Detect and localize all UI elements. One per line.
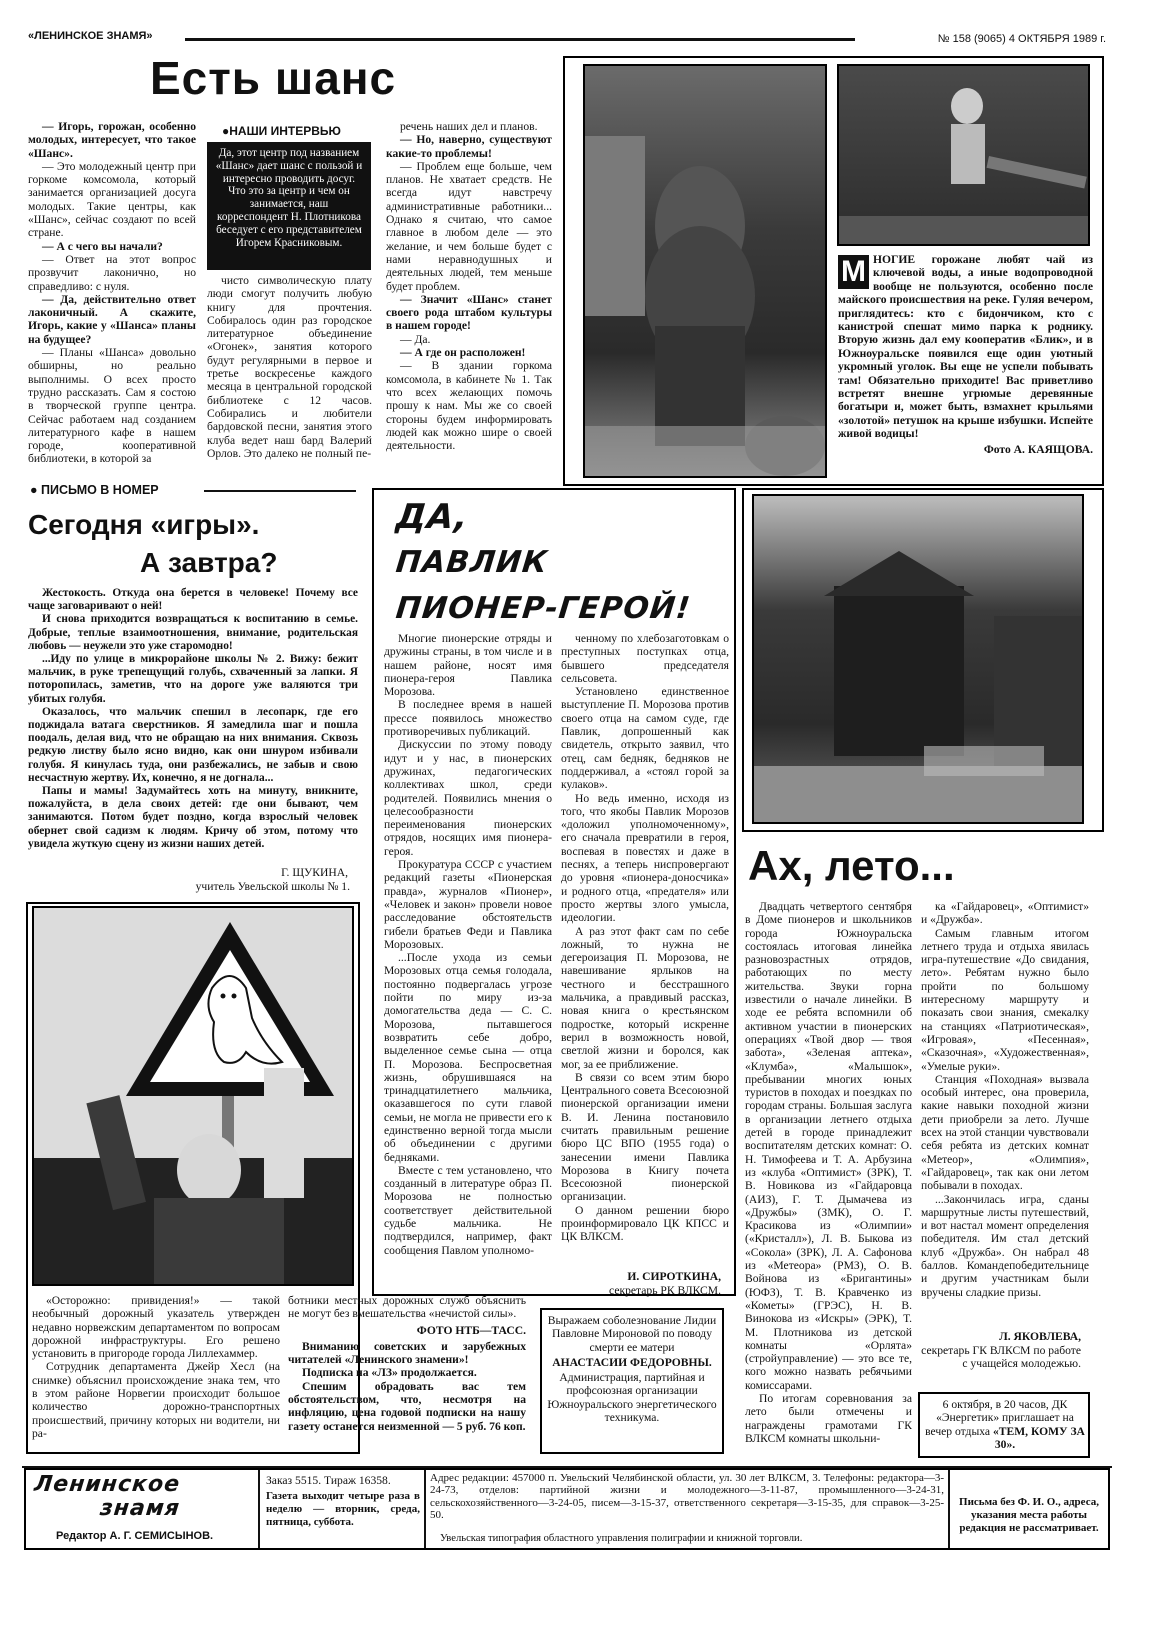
sign-caption-column-1 — [32, 1294, 280, 1444]
sign-caption-column-2 — [288, 1294, 526, 1444]
summer-paragraph: Самым главным итогом летнего труда и отдыха явилась игра-путешествие «До свидания, лето». Ребятам нужно было пройти по большому интересному маршруту и показать свои знания, смекалку на станциях «Патриотическая», «Игровая», «Песенная», «Сказочная», «Художественная», «Умелые руки». — [921, 926, 1089, 1073]
child-playground-photo — [837, 64, 1090, 246]
morozov-paragraph: Многие пионерские отряды и дружины страны, в том числе и в нашем районе, носят имя пионера-героя Павлика Морозова. — [384, 632, 552, 699]
interview-paragraph: — Проблем еще больше, чем планов. Не хватает средств. Не всегда идут навстречу административные работники... Однако я считаю, что самое главное в любом деле — это желание, и чем больше будет с нами неравнодушных и деятельных людей, тем меньше будет проблем. — [386, 159, 552, 293]
morozov-paragraph: Установлено единственное выступление П. Морозова против своего отца на самом суде, где Павлик, допрошенный как свидетель, открыто заявил, что отец, сам бедняк, бедняков не поддерживал, а «стоял горой за кулаков». — [561, 685, 729, 792]
footer-divider-1 — [258, 1470, 260, 1548]
interview-paragraph: — В здании горкома комсомола, в кабинете № 1. Так что всех желающих помочь прошу к нам. Мы же со своей стороны будем информировать людей как можно шире о своей деятельности. — [386, 359, 552, 453]
morozov-paragraph: В последнее время в нашей прессе появилось множество противоречивых публикаций. — [384, 698, 552, 739]
interview-lead — [207, 142, 371, 270]
summer-column-2 — [921, 900, 1089, 1325]
interview-paragraph: чисто символическую плату люди смогут получить любую книгу для прочтения. Собиралось один раз городское литературное объединение «Огонек», занятия которого будут регулярными в первое и третье воскресенье каждого месяца в центральной городской библиотеке с 12 часов. Собирались и любители бардовской песни, занятия этого клуба ведет наш бард Валерий Орлов. Это далеко не полный пе- — [207, 274, 372, 460]
sign-photo-credit: ФОТО НТБ—ТАСС. — [416, 1323, 526, 1337]
morozov-paragraph: О данном решении бюро проинформировало ЦК КПСС и ЦК ВЛКСМ. — [561, 1203, 729, 1244]
morozov-paragraph: Вместе с тем установлено, что созданный в литературе образ П. Морозова не полностью соответствует действительной судьбе мальчика. Не подтвердился, например, факт сообщения Павлом уполномо- — [384, 1163, 552, 1257]
condolence-text: Выражаем соболезнование Лидии Павловне Мироновой по поводу смерти ее матери — [547, 1314, 717, 1354]
masthead-paper-name: «ЛЕНИНСКОЕ ЗНАМЯ» — [28, 30, 153, 42]
morozov-paragraph: В связи со всем этим бюро Центрального совета Всесоюзной пионерской организации имени В. И. Ленина постановило считать правильным решение бюро ЦС ВПО (1955 года) о занесении имени Павлика Морозова в Книгу почета Всесоюзной пионерской организации. — [561, 1070, 729, 1204]
morozov-paragraph: Но ведь именно, исходя из того, что якобы Павлик Морозов «доложил уполномоченному», его сначала превратили в героя, воспевая в повестях и даже в песнях, а теперь ниспровергают до уровня «пионера-доносчика» и родного отца, «предателя» или просто жертвы злого умысла, идеологии. — [561, 791, 729, 925]
letter-paragraph: Жестокость. Откуда она берется в человеке! Почему все чаще заговаривают о ней! — [28, 587, 358, 613]
interview-paragraph: — Но, наверно, существуют какие-то проблемы! — [386, 133, 552, 160]
park-spring-photo — [752, 494, 1084, 824]
condolence-signers: Администрация, партийная и профсоюзная организации Южноуральского энергетического техникума. — [547, 1371, 717, 1425]
interview-title: Есть шанс — [150, 52, 397, 104]
interview-paragraph: речень наших дел и планов. — [400, 120, 538, 133]
footer-letters-note: Письма без Ф. И. О., адреса, указания места работы редакция не рассматривает. — [959, 1496, 1099, 1534]
park-illustration — [754, 496, 1084, 824]
subscription-text: Спешим обрадовать вас тем обстоятельством, что, несмотря на инфляцию, цена годовой подписки на нашу газету останется неизменной — 5 руб. 76 коп. — [288, 1379, 526, 1433]
letter-body — [28, 587, 358, 867]
sign-caption: «Осторожно: привидения!» — такой необычный дорожный указатель утвержден недавно норвежским департаментом по вопросам дорожной инфраструктуры. Его решено установить в пригороде города Лиллехаммер. — [32, 1294, 280, 1361]
letter-signature: Г. ЩУКИНА, — [281, 866, 348, 879]
subscription-line: Подписка на «ЛЗ» продолжается. — [302, 1366, 477, 1380]
interview-rubric: ●НАШИ ИНТЕРВЬЮ — [222, 124, 341, 138]
morozov-column-2 — [561, 632, 729, 1260]
interview-column-2 — [207, 274, 372, 474]
wooden-statue-photo — [583, 64, 827, 478]
morozov-paragraph: ченному по хлебозаготовкам о преступных поступках отца, бывшего председателя сельсовета. — [561, 632, 729, 685]
wooden-statue-illustration — [585, 66, 827, 478]
letter-title-line-1: Сегодня «игры». — [28, 509, 260, 540]
letter-title-line-2: А завтра? — [140, 547, 278, 578]
letter-paragraph: Оказалось, что мальчик спешил в лесопарк, где его поджидала ватага сверстников. Я замедлила шаг и пошла поодаль, делая вид, что не обращаю на них внимания. Сквозь редкую листву было ясно видно, как они шнуром избивали голубя. Я кинулась туда, они разбежались, не забыв и свою несчастную жертву. Их, конечно, я не догнала... — [28, 705, 358, 784]
masthead-rule — [185, 38, 855, 41]
interview-paragraph: — Игорь, горожан, особенно молодых, интересует, что такое «Шанс». — [28, 120, 196, 160]
caption-dropcap: М — [838, 255, 869, 289]
morozov-paragraph: Прокуратура СССР с участием редакций газеты «Пионерская правда», журналов «Пионер», «Человек и закон» провели новое расследование обстоятельств гибели братьев Феди и Павлика Морозовых. — [384, 858, 552, 951]
letter-rubric-rule — [204, 490, 356, 492]
summer-paragraph: ...Закончилась игра, сданы маршрутные листы путешествий, и вот настал момент определения победителя. Им стал детский клуб «Дружба». Он набрал 48 баллов. Командепобедительнице и другим участникам были вручены сладкие призы. — [921, 1192, 1089, 1299]
footer-divider-2 — [424, 1470, 426, 1548]
interview-paragraph: — Значит «Шанс» станет своего рода штабом культуры в нашем городе! — [386, 292, 552, 333]
interview-lead-text: Да, этот центр под названием «Шанс» дает шанс с пользой и интересно проводить досуг. Что это за центр и чем он занимается, наш корреспондент Н. Плотникова беседует с его представителем Игорем Красниковым. — [215, 147, 363, 249]
condolence — [546, 1314, 718, 1450]
footer-logo-line-2: знамя — [98, 1496, 182, 1521]
morozov-title-line-3: ПИОНЕР-ГЕРОЙ! — [394, 591, 693, 626]
morozov-paragraph: Дискуссии по этому поводу идут и у нас, в пионерских дружинах, педагогических коллективах школ, среди родителей. Появились мнения о целесообразности переименования пионерских отрядов, носящих имя пионера-героя. — [384, 738, 552, 858]
morozov-signature-role: секретарь РК ВЛКСМ. — [609, 1284, 721, 1297]
letter-rubric: ● ПИСЬМО В НОМЕР — [30, 483, 159, 497]
letter-paragraph: И снова приходится возвращаться к воспитанию в семье. Добрые, теплые взаимоотношения, внимание, родительская любовь — неужели это уже старомодно! — [28, 613, 358, 652]
event-notice — [924, 1398, 1086, 1456]
summer-paragraph: ка «Гайдаровец», «Оптимист» и «Дружба». — [921, 900, 1089, 927]
footer-logo-line-1: Ленинское — [32, 1472, 182, 1497]
interview-paragraph: — Да. — [400, 332, 431, 346]
photo-feature-caption — [838, 253, 1093, 467]
interview-paragraph: — А с чего вы начали? — [42, 239, 163, 253]
morozov-title-line-1: ДА, — [393, 497, 471, 537]
letter-paragraph: ...Иду по улице в микрорайоне школы № 2. Вижу: бежит мальчик, в руке трепещущий голубь, схваченный за лапки. Я поторопилась, заметив, что на дороге уже валяются три убитых голубя. — [28, 653, 358, 705]
footer-schedule: Газета выходит четыре раза в неделю — вторник, среда, пятница, суббота. — [266, 1490, 420, 1528]
summer-signature-role: секретарь ГК ВЛКСМ по работе с учащейся молодежью. — [921, 1344, 1081, 1371]
morozov-paragraph: ...После ухода из семьи Морозовых отца семья голодала, постоянно подвергалась угрозе пойти по миру из-за домогательства деда — С. С. Морозова, пытавшегося возвратить себе добро, выделенное семье сына — отца П. Морозова. Беспросветная жизнь, обрушившаяся на тринадцатилетнего мальчика, оказавшегося по сути главой семьи, не могла не привести его к единственно верной тогда мысли об объединении с другими бедняками. — [384, 951, 552, 1164]
sign-caption-3: ботники местных дорожных служб объяснить не могут без вмешательства «нечистой силы». — [288, 1294, 526, 1321]
footer-address: Адрес редакции: 457000 п. Увельский Челябинской области, ул. 30 лет ВЛКСМ, 3. Телефоны: редактора—3-24-73, отделов: партийной жизни и молодежного—3-11-87, промышленного—3-24-31, сельскохозяйственного—3-24-05, писем—3-15-37, ответственного секретаря—3-15-35, для справок—3-25-50. — [430, 1472, 944, 1522]
subscription-head: Вниманию советских и зарубежных читателей «Ленинского знамени»! — [288, 1339, 526, 1367]
interview-paragraph: — Да, действительно ответ лаконичный. А скажите, Игорь, какие у «Шанса» планы на будущее? — [28, 292, 196, 346]
morozov-column-1 — [384, 632, 552, 1292]
footer-divider-3 — [948, 1470, 950, 1548]
interview-paragraph: — Планы «Шанса» довольно обширны, но реально выполнимы. О всех просто трудно рассказать. Сам я состою в творческой группе центра. Сейчас работаем над созданием литературного кафе в нашем городе, кооперативной библиотеки, в которой за — [28, 346, 196, 466]
interview-paragraph: — Ответ на этот вопрос прозвучит лаконично, но справедливо: с нуля. — [28, 252, 196, 293]
letter-paragraph: Папы и мамы! Задумайтесь хоть на минуту, вникните, пожалуйста, в дела своих детей: где они бывают, чем занимаются. Потом будет поздно, когда взрослый человек обернет свой садизм к людям. Кричу об этом, потому что увидела жуткую сцену из жизни наших детей. — [28, 785, 358, 850]
interview-paragraph: — А где он расположен! — [400, 346, 526, 360]
caption-credit: Фото А. КАЯЩОВА. — [983, 442, 1093, 456]
summer-signature: Л. ЯКОВЛЕВА, — [999, 1330, 1081, 1343]
morozov-signature: И. СИРОТКИНА, — [627, 1270, 721, 1283]
summer-title: Ах, лето... — [748, 842, 955, 889]
condolence-name: АНАСТАСИИ ФЕДОРОВНЫ. — [552, 1355, 712, 1369]
letter-signature-role: учитель Увельской школы № 1. — [195, 880, 350, 893]
footer-editor: Редактор А. Г. СЕМИСЫНОВ. — [56, 1530, 214, 1542]
summer-paragraph: Двадцать четвертого сентября в Доме пионеров и школьников города Южноуральска состоялась итоговая линейка разновозрастных отрядов, работающих по месту жительства. Звуки горна известили о начале линейки. В ходе ее ребята вспомнили об активном участии в пионерских операциях «Твой двор — твоя забота», «Зеленая аптека», «Клумба», «Малышок», пребывании многих юных туристов в походах и поездках по городам страны. Большая заслуга в организации летнего отдыха детей в городе принадлежит воспитателям детских комнат: О. Н. Тимофеева и Т. А. Арбузина из «клуба «Оптимист» (ЗРК), Т. В. Новикова из «Гайдаровца (АИЗ), Г. Т. Дымачева из «Дружбы» (ЗМК), О. Г. Красикова из «Олимпии» («Кристалл»), Л. В. Быкова из «Сокола» (ЗРК), Л. А. Сафонова из «Метеора» (РМЗ), О. В. Войнова из «Бригантины» (ЮФЗ), Т. В. Кравченко из «Кометы» (ГРЭС), Н. В. Винокова из «Искры» (ЭРК), Т. М. Плотникова из детской комнаты «Орлята» (стройуправление) — это все те, кого можно назвать ребячьими комиссарами. — [745, 900, 912, 1392]
ghost-sign-photo — [32, 906, 354, 1286]
interview-paragraph: — Это молодежный центр при горкоме комсомола, который занимается организацией досуга молодых. Такие центры, как «Шанс», сейчас создают по всей стране. — [28, 159, 196, 240]
child-illustration — [839, 66, 1090, 246]
summer-paragraph: Станция «Походная» вызвала особый интерес, она проверила, какие навыки походной жизни дети приобрели за лето. Лучше всех на этой станции чувствовали себя ребята из детских комнат «Метеор», «Олимпия», «Гайдаровец», так как они летом побывали в походах. — [921, 1072, 1089, 1193]
ghost-sign-illustration — [34, 908, 354, 1286]
footer-printer: Увельская типография областного управления полиграфии и книжной торговли. — [440, 1533, 803, 1544]
sign-caption-2: Сотрудник департамента Джейр Хесл (на снимке) объяснил происхождение знака тем, что в этом районе Норвегии происходит большое количество дорожно-транспортных происшествий, причину которых ни водители, ни ра- — [32, 1360, 280, 1440]
summer-column-1 — [745, 900, 912, 1470]
masthead-issue: № 158 (9065) 4 ОКТЯБРЯ 1989 г. — [937, 33, 1106, 45]
event-notice-text: 6 октября, в 20 часов, ДК «Энергетик» приглашает на вечер отдыха — [925, 1398, 1074, 1438]
interview-column-3 — [386, 120, 552, 474]
caption-text: НОГИЕ горожане любят чай из ключевой воды, а иные водопроводной вообще не пользуются, особенно после майского происшествия на реке. Гуляя вечером, приглядитесь: кто с бидончиком, кто с канистрой спешат мимо парка к роднику. Вторую жизнь дал ему кооператив «Блик», и в Южноуральске появился еще один уютный укромный уголок. Вы еще не успели побывать там! Обязательно приходите! Вас приветливо встретят внешне угрюмые деревянные богатыри и, может быть, взмахнет крыльями «золотой» петушок на крыше избушки. Испейте живой водицы! — [838, 253, 1093, 441]
event-notice-title: «ТЕМ, КОМУ ЗА 30». — [992, 1424, 1085, 1451]
summer-paragraph: По итогам соревнования за лето были отмечены и награждены грамотами ГК ВЛКСМ комнаты школьни- — [745, 1391, 912, 1445]
footer-order: Заказ 5515. Тираж 16358. — [266, 1474, 391, 1487]
morozov-title-line-2: ПАВЛИК — [394, 545, 550, 580]
morozov-paragraph: А раз этот факт сам по себе ложный, то нужна не дегероизация П. Морозова, не навешивание ярлыков на честного и бесстрашного мальчика, а правдивый рассказ, новая книга о крестьянском подростке, который искренне верил в возможность новой, светлой жизни и боролся, как мог, за ее приближение. — [561, 924, 729, 1071]
interview-column-1 — [28, 120, 196, 474]
